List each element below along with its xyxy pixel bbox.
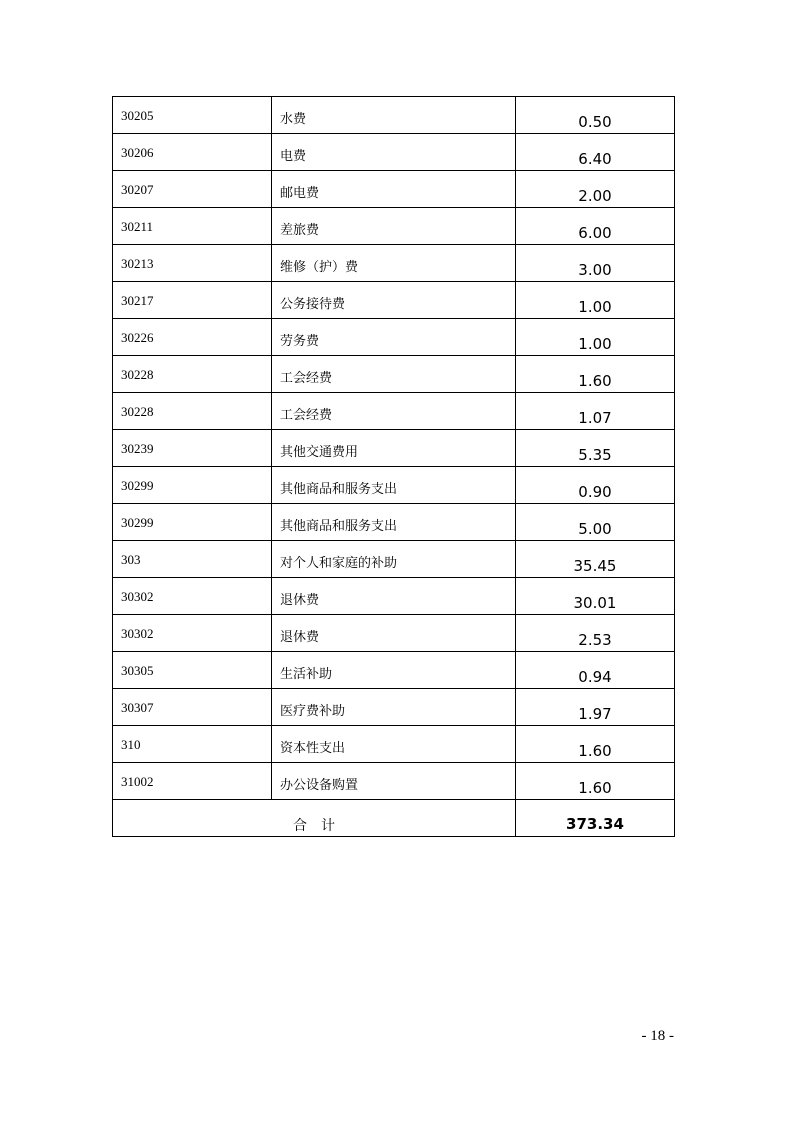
account-code-cell: 30228: [113, 393, 272, 430]
account-code-cell: 30206: [113, 134, 272, 171]
table-row: [113, 171, 675, 208]
account-code-cell: 30307: [113, 689, 272, 726]
table-row: [113, 615, 675, 652]
total-row: [113, 800, 675, 837]
account-name-cell: 邮电费: [272, 171, 516, 208]
account-name-cell: 电费: [272, 134, 516, 171]
account-name-cell: 办公设备购置: [272, 763, 516, 800]
table-row: [113, 208, 675, 245]
account-code-cell: 30239: [113, 430, 272, 467]
account-name-cell: 工会经费: [272, 356, 516, 393]
account-code-cell: 30228: [113, 356, 272, 393]
table-row: [113, 689, 675, 726]
account-code-cell: 30302: [113, 615, 272, 652]
account-name-cell: 资本性支出: [272, 726, 516, 763]
amount-cell: 0.90: [516, 467, 675, 504]
amount-cell: 30.01: [516, 578, 675, 615]
amount-cell: 6.00: [516, 208, 675, 245]
account-name-cell: 维修（护）费: [272, 245, 516, 282]
amount-cell: 3.00: [516, 245, 675, 282]
account-name-cell: 退休费: [272, 578, 516, 615]
budget-table: [112, 96, 675, 837]
table-row: [113, 578, 675, 615]
amount-cell: 5.00: [516, 504, 675, 541]
amount-cell: 5.35: [516, 430, 675, 467]
account-name-cell: 其他交通费用: [272, 430, 516, 467]
account-code-cell: 303: [113, 541, 272, 578]
account-code-cell: 30213: [113, 245, 272, 282]
table-row: [113, 282, 675, 319]
account-code-cell: 310: [113, 726, 272, 763]
account-name-cell: 医疗费补助: [272, 689, 516, 726]
account-name-cell: 劳务费: [272, 319, 516, 356]
total-amount: 373.34: [516, 800, 675, 837]
amount-cell: 1.97: [516, 689, 675, 726]
account-code-cell: 30299: [113, 467, 272, 504]
table-row: [113, 652, 675, 689]
table-row: [113, 504, 675, 541]
amount-cell: 0.50: [516, 97, 675, 134]
amount-cell: 1.60: [516, 356, 675, 393]
account-name-cell: 差旅费: [272, 208, 516, 245]
table-row: [113, 430, 675, 467]
table-row: [113, 356, 675, 393]
amount-cell: 35.45: [516, 541, 675, 578]
amount-cell: 1.07: [516, 393, 675, 430]
page-number: - 18 -: [641, 1028, 674, 1044]
table-row: [113, 763, 675, 800]
account-name-cell: 生活补助: [272, 652, 516, 689]
table-row: [113, 541, 675, 578]
amount-cell: 1.00: [516, 282, 675, 319]
table-row: [113, 134, 675, 171]
account-name-cell: 工会经费: [272, 393, 516, 430]
budget-table-body: [113, 97, 675, 800]
account-code-cell: 30205: [113, 97, 272, 134]
account-code-cell: 30207: [113, 171, 272, 208]
table-row: [113, 393, 675, 430]
amount-cell: 1.00: [516, 319, 675, 356]
table-row: [113, 726, 675, 763]
total-label: 合计: [113, 800, 516, 837]
amount-cell: 1.60: [516, 763, 675, 800]
amount-cell: 2.53: [516, 615, 675, 652]
account-code-cell: 30305: [113, 652, 272, 689]
account-name-cell: 对个人和家庭的补助: [272, 541, 516, 578]
account-name-cell: 公务接待费: [272, 282, 516, 319]
account-name-cell: 其他商品和服务支出: [272, 467, 516, 504]
account-name-cell: 其他商品和服务支出: [272, 504, 516, 541]
account-code-cell: 31002: [113, 763, 272, 800]
account-code-cell: 30302: [113, 578, 272, 615]
account-code-cell: 30217: [113, 282, 272, 319]
table-row: [113, 97, 675, 134]
amount-cell: 0.94: [516, 652, 675, 689]
account-code-cell: 30211: [113, 208, 272, 245]
account-code-cell: 30299: [113, 504, 272, 541]
account-code-cell: 30226: [113, 319, 272, 356]
account-name-cell: 水费: [272, 97, 516, 134]
amount-cell: 6.40: [516, 134, 675, 171]
amount-cell: 1.60: [516, 726, 675, 763]
amount-cell: 2.00: [516, 171, 675, 208]
account-name-cell: 退休费: [272, 615, 516, 652]
table-row: [113, 467, 675, 504]
table-row: [113, 319, 675, 356]
table-row: [113, 245, 675, 282]
